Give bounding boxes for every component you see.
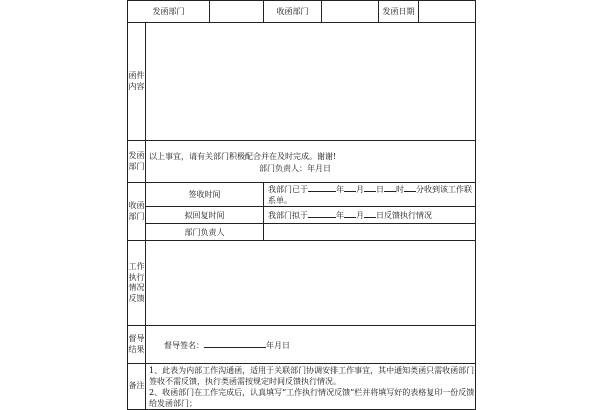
- send-date-value[interactable]: [419, 1, 476, 23]
- sign-year-blank[interactable]: [308, 183, 336, 192]
- reply-month-unit: 月: [356, 211, 364, 220]
- sender-signature: 部门负责人：年月日: [259, 163, 331, 173]
- reply-day-blank[interactable]: [364, 209, 376, 218]
- sign-time-suffix: 分收到该工作联系单。: [268, 185, 472, 205]
- sender-row: [128, 141, 476, 183]
- sign-year-unit: 年: [336, 185, 344, 194]
- supervision-date: 年月日: [266, 340, 290, 350]
- sign-month-unit: 月: [356, 185, 364, 194]
- reply-year-unit: 年: [336, 211, 344, 220]
- sender-request-text: 以上事宜，请有关部门积极配合并在及时完成。谢谢!: [149, 151, 337, 161]
- sign-time-label: 签收时间: [146, 183, 264, 207]
- header-row: [128, 1, 476, 23]
- sign-time-prefix: 我部门已于: [268, 185, 308, 194]
- reply-time-label: 拟回复时间: [146, 207, 264, 224]
- sender-label: 发函部门: [128, 141, 146, 183]
- head-row: [128, 224, 476, 241]
- feedback-row: [128, 241, 476, 326]
- send-dept-value[interactable]: [210, 1, 264, 23]
- receiver-label: 收函部门: [128, 183, 146, 241]
- content-row: [128, 23, 476, 141]
- sign-time-field[interactable]: [264, 183, 476, 207]
- feedback-label: 工作执行情况反馈: [128, 241, 146, 326]
- send-date-label: 发函日期: [379, 1, 419, 23]
- remarks-label: 备注: [128, 364, 146, 410]
- reply-time-suffix: 日反馈执行情况: [376, 211, 432, 220]
- remarks-row: [128, 364, 476, 410]
- supervision-field: [146, 326, 476, 364]
- sign-month-blank[interactable]: [344, 183, 356, 192]
- dept-head-label: 部门负责人: [146, 224, 264, 241]
- remark-item: 2、收函部门在工作完成后，认真填写“工作执行情况反馈”栏并将填写好的表格复印一份反馈给发函部门；: [149, 388, 475, 408]
- supervision-row: [128, 326, 476, 364]
- dept-head-field[interactable]: [264, 224, 476, 241]
- sign-time-row: [128, 183, 476, 207]
- feedback-area[interactable]: [146, 241, 476, 326]
- remark-item: 1、此表为内部工作沟通函，适用于关联部门协调安排工作事宜，其中通知类函只需收函部门签收不需反馈，执行类函需按规定时间反馈执行情况。: [149, 366, 475, 386]
- recv-dept-value[interactable]: [322, 1, 379, 23]
- supervision-label: 督导结果: [128, 326, 146, 364]
- content-area[interactable]: [146, 23, 476, 141]
- send-dept-label: 发函部门: [128, 1, 210, 23]
- sign-minute-blank[interactable]: [404, 183, 416, 192]
- sign-hour-unit: 时: [396, 185, 404, 194]
- remarks-text: [146, 364, 476, 410]
- sign-hour-blank[interactable]: [384, 183, 396, 192]
- reply-time-field[interactable]: [264, 207, 476, 224]
- reply-time-prefix: 我部门拟于: [268, 211, 308, 220]
- reply-month-blank[interactable]: [344, 209, 356, 218]
- sender-notice: [146, 141, 476, 183]
- supervision-sign-label: 督导签名：: [164, 340, 204, 350]
- content-label: 函件内容: [128, 23, 146, 141]
- supervision-sign-blank[interactable]: [204, 339, 266, 348]
- reply-time-row: [128, 207, 476, 224]
- recv-dept-label: 收函部门: [264, 1, 322, 23]
- sign-day-unit: 日: [376, 185, 384, 194]
- reply-year-blank[interactable]: [308, 209, 336, 218]
- sign-day-blank[interactable]: [364, 183, 376, 192]
- work-contact-form-table: [127, 0, 476, 410]
